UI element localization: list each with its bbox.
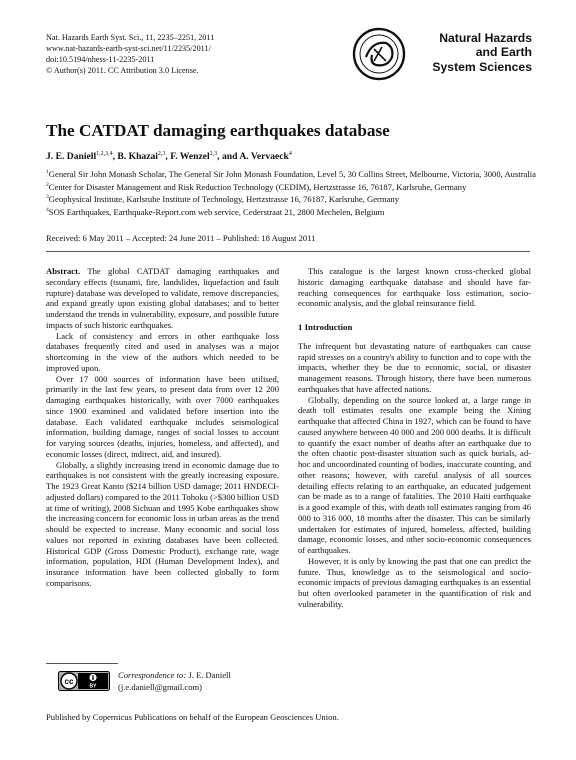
header-divider [46,251,530,252]
abstract-text: The global CATDAT damaging earthquakes and secondary effects (tsunami, fire, landslides, liquefaction and fault rupture) database was developed to validate, remove discrepancies, and expand greatly upon existing global databases; and to better understand the trends in vulnerability, exposure, and possible future impacts of such historic earthquakes. [46,266,279,330]
correspondence-name: J. E. Daniell [186,670,231,680]
author-affil-ref: 1,2,3,4 [96,151,113,157]
abstract-column [46,266,279,589]
egu-logo-icon [352,27,406,81]
affiliation-text: SOS Earthquakes, Earthquake-Report.com web service, Cederstraat 21, 2800 Mechelen, Belgium [48,206,385,217]
journal-name-line: Natural Hazards [439,31,532,45]
affiliation-text: Center for Disaster Management and Risk Reduction Technology (CEDIM), Hertzstrasse 16, 76187, Karlsruhe, Germany [48,181,467,192]
author-separator: , and [217,151,240,163]
citation-line[interactable]: doi:10.5194/nhess-11-2235-2011 [46,55,155,64]
affiliation [46,180,536,193]
citation-line: © Author(s) 2011. CC Attribution 3.0 License. [46,66,199,75]
affiliation [46,205,536,218]
license-cc-text: cc [64,677,74,686]
right-column [298,266,531,610]
journal-name-line: and Earth [475,45,532,60]
author-name: A. Vervaeck [239,151,289,163]
affiliation-number: 1 [46,169,49,175]
affiliation-text: Geophysical Institute, Karlsruhe Institute of Technology, Hertzstrasse 16, 76187, Karlsruhe, Germany [48,194,400,205]
publication-dates: Received: 6 May 2011 – Accepted: 24 June 2011 – Published: 18 August 2011 [46,233,316,243]
author-affil-ref: 2,3 [209,151,218,157]
intro-paragraph: However, it is only by knowing the past that one can predict the future. Thus, knowledge as to the seismological and socio-economic impacts of previous damaging earthquakes is an essential but often overlooked parameter in the quantification of risk and vulnerability. [298,555,531,609]
abstract-paragraph: Lack of consistency and errors in other earthquake loss databases frequently cited and used in analyses was a major shortcoming in the view of the authors which needed to be improved upon. [46,330,279,373]
abstract-paragraph: Globally, a slightly increasing trend in economic damage due to earthquakes is not consistent with the greatly increasing exposure. The 1923 Great Kanto ($214 billion USD damage; 2011 HNDECI-adjusted dollars) compared to the 2011 Tohoku (>$300 billion USD at time of writing), 2008 Sichuan and 1995 Kobe earthquakes show the increasing concern for economic loss in urban areas as the trend should be expected to increase. Many economic and social loss values not reported in existing databases have been collected. Historical GDP (Gross Domestic Product), exchange rate, wage information, population, HDI (Human Development Index), and insurance information have been collected globally to form comparisons. [46,459,279,588]
abstract-paragraph [46,266,279,331]
correspondence-email[interactable]: (j.e.daniell@gmail.com) [118,682,203,692]
abstract-paragraph: Over 17 000 sources of information have been utilised, primarily in the last few years, to present data from over 12 200 damaging earthquakes historically, with over 7000 earthquakes since 1900 examined and validated before insertion into the database. Each validated earthquake includes seismological information, building damage, ranges of social losses to account for varying sources (deaths, injuries, homeless, and affected), and economic losses (direct, indirect, aid, and insured). [46,373,279,459]
intro-paragraph: The infrequent but devastating nature of earthquakes can cause rapid stresses on a country's ability to function and to cope with the impacts, whether they be due to economic, social, or disaster management reasons. Through history, there have been numerous earthquakes that have affected nations. [298,340,531,394]
footnote-divider [46,663,118,664]
section-heading: 1 Introduction [298,322,353,332]
journal-name-line: System Sciences [432,59,532,74]
citation-line: Nat. Hazards Earth Syst. Sci., 11, 2235–2251, 2011 [46,33,215,42]
affiliation [46,167,536,180]
author-name: J. E. Daniell [46,151,97,163]
citation-block [46,32,286,76]
author-separator: , [165,151,171,163]
citation-line[interactable]: www.nat-hazards-earth-syst-sci.net/11/2235/2011/ [46,44,211,53]
correspondence-text [118,669,231,693]
author-name: B. Khazai [117,151,158,163]
publisher-footer: Published by Copernicus Publications on behalf of the European Geosciences Union. [46,712,339,722]
license-by-text: BY [89,683,97,690]
cc-by-license-icon[interactable] [58,671,110,691]
journal-name [432,31,532,74]
author-list [46,151,292,162]
affiliation-number: 3 [46,194,49,201]
paper-title: The CATDAT damaging earthquakes database [46,121,390,140]
affiliation-text: General Sir John Monash Scholar, The General Sir John Monash Foundation, Level 5, 30 Collins Street, Melbourne, Victoria, 3000, Australia [48,168,536,179]
abstract-paragraph: This catalogue is the largest known cross-checked global historic damaging earthquake database and should have far-reaching consequences for earthquake loss estimation, socio-economic analysis, and the global reinsurance field. [298,266,531,309]
author-affil-ref: 2,3 [157,151,166,157]
affiliation-number: 4 [46,206,49,213]
correspondence-label: Correspondence to: [118,670,187,680]
author-name: F. Wenzel [170,151,210,163]
abstract-label: Abstract. [46,266,81,276]
journal-logo [352,27,532,81]
author-affil-ref: 4 [288,151,292,157]
affiliations [46,167,536,218]
author-separator: , [112,151,118,163]
affiliation [46,192,536,205]
intro-paragraph: Globally, depending on the source looked at, a large range in death toll estimates results one example being the Xining earthquake that affected China in 1927, which can be found to have caused anywhere between 40 000 and 200 000 deaths. It is difficult to quantify the exact number of deaths after an earthquake due to the often chaotic post-disaster situation such as quick burials, ad-hoc and uncoordinated counting of bodies, inaccurate counting, and other reasons; however, with careful analysis of all sources detailing effects relating to an earthquake, an educated judgement can be made as to a range of fatalities. The 2010 Haiti earthquake is a good example of this, with death toll estimates ranging from 46 000 to 316 000, 18 months after the disaster. This can be similarly undertaken for estimates of injured, homeless, affected, building damage, economic losses, and other socio-economic consequences of earthquakes. [298,394,531,555]
affiliation-number: 2 [46,181,49,188]
